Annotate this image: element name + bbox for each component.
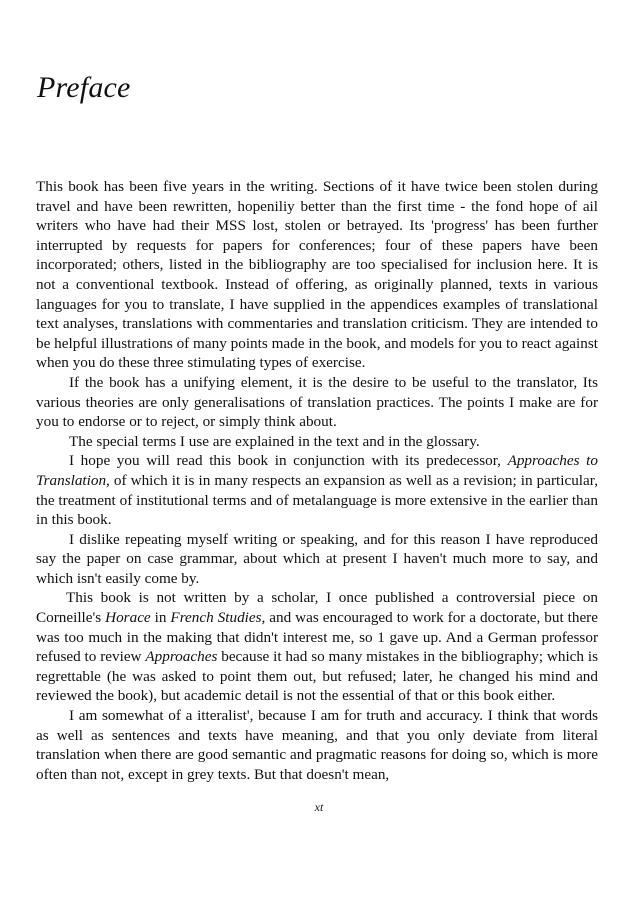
paragraph-4 bbox=[36, 451, 598, 529]
paragraph-3: The special terms I use are explained in the text and in the glossary. bbox=[69, 432, 480, 450]
paragraph-6 bbox=[36, 588, 598, 706]
paragraph-4-text-after: of which it is in many respects an expansion as well as a revision; in particular, the treatment of institutional terms and of metalanguage is more extensive in the earlier than in this book. bbox=[36, 471, 598, 529]
paragraph-7: I am somewhat of a itteralist', because I am for truth and accuracy. I think that words as well as sentences and texts have meaning, and that you only deviate from literal translation when there are good semantic and pragmatic reasons for doing so, which is more often than not, except in grey texts. But that doesn't mean, bbox=[36, 707, 598, 783]
paragraph-5: I dislike repeating myself writing or speaking, and for this reason I have reproduced say the paper on case grammar, about which at present I haven't much more to say, and which isn't easily come by. bbox=[36, 530, 598, 587]
page-title: Preface bbox=[37, 71, 131, 104]
page-number: xt bbox=[314, 800, 324, 814]
paragraph-6-text-1: This book is not written by a scholar, I once published a controversial piece on Corneille's bbox=[36, 589, 598, 627]
book-title-approaches-to-translation: Approaches to Translation, bbox=[36, 452, 598, 489]
paragraph-2: If the book has a unifying element, it is the desire to be useful to the translator, Its various theories are only generalisations of translation practices. The points I make are for you to endorse or to reject, or simply think about. bbox=[36, 373, 598, 431]
preface-body bbox=[36, 177, 598, 784]
paragraph-6-text-3: and was encouraged to work for a doctorate, but there was too much in the making that didn't interest me, so 1 gave up. And a German professor refused to review bbox=[36, 609, 598, 666]
paragraph-4-text-before: I hope you will read this book in conjunction with its predecessor, bbox=[69, 452, 508, 470]
paragraph-6-text-4: because it had so many mistakes in the bibliography; which is regrettable (he was asked to point them out, but refused; later, he changed his mind and reviewed the book), but academic detail is not the essential of that or this book either. bbox=[36, 648, 598, 705]
work-title-horace: Horace bbox=[105, 609, 151, 627]
paragraph-1: This book has been five years in the writing. Sections of it have twice been stolen during travel and have been rewritten, hopeniliy better than the first time - the fond hope of ail writers who have had their MSS lost, stolen or betrayed. Its 'progress' has been further interrupted by requests for papers for conferences; four of these papers have been incorporated; others, listed in the bibliography are too specialised for inclusion here. It is not a conventional textbook. Instead of offering, as originally planned, texts in various languages for you to translate, I have supplied in the appendices examples of translational text analyses, translations with commentaries and translation criticism. They are intended to be helpful illustrations of many points made in the book, and models for you to react against when you do these three stimulating types of exercise. bbox=[36, 178, 598, 372]
journal-title-french-studies: French Studies, bbox=[170, 609, 266, 627]
paragraph-6-text-2: in bbox=[150, 609, 171, 627]
book-title-approaches: Approaches bbox=[145, 648, 218, 666]
